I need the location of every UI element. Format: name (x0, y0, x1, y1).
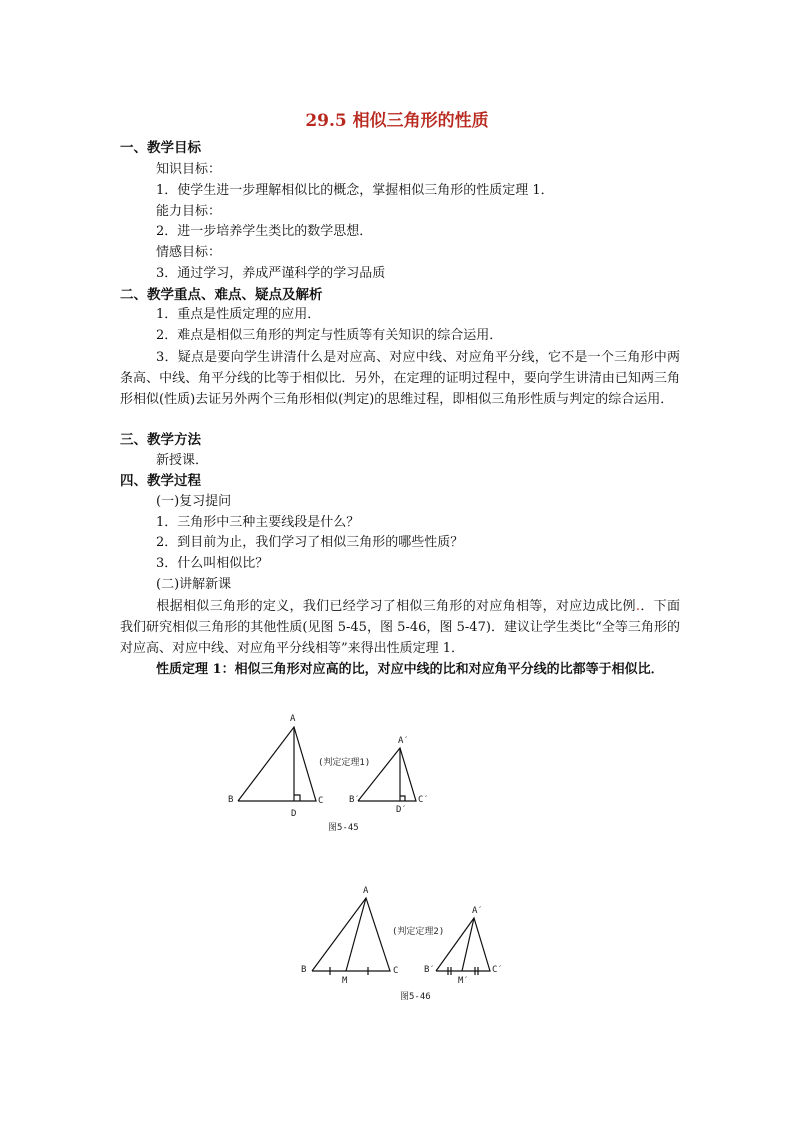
text-line: (二)讲解新课 (156, 577, 232, 592)
text-line: 1．重点是性质定理的应用． (156, 307, 321, 322)
right-angle-mark (400, 796, 405, 801)
label-c-prime: C′ (418, 795, 429, 805)
label-b-prime: B′ (424, 965, 435, 975)
figure-caption: 图5-45 (328, 823, 359, 833)
label-b: B (228, 795, 234, 805)
text-line: 2．进一步培养学生类比的数学思想． (156, 224, 373, 239)
median-am (346, 898, 366, 971)
label-a-prime: A′ (398, 736, 409, 746)
label-a: A (363, 886, 369, 896)
label-m: M (342, 976, 348, 986)
text-line: 知识目标： (156, 162, 222, 177)
section-heading-methods: 三、教学方法 (120, 432, 201, 448)
paragraph-text: ．下面我们研究相似三角形的其他性质(见图 5-45，图 5-46，图 5-47)．建议让学生类比“全等三角形的对应高、对应中线、对应角平分线相等”来得出性质定理 1． (120, 599, 680, 656)
section-heading-objectives: 一、教学目标 (120, 140, 201, 156)
figure-note: (判定定理2) (392, 927, 445, 937)
figure-note: (判定定理1) (318, 758, 371, 768)
label-a: A (290, 714, 296, 724)
figure-caption: 图5-46 (400, 992, 431, 1002)
stray-mark: . (635, 599, 641, 614)
label-a-prime: A′ (472, 906, 483, 916)
label-b: B (301, 965, 307, 975)
triangle-abc-2 (312, 898, 390, 971)
label-b-prime: B′ (349, 795, 360, 805)
text-line: 2．难点是相似三角形的判定与性质等有关知识的综合运用． (156, 328, 503, 343)
text-line: 能力目标： (156, 204, 222, 219)
paragraph-text: 根据相似三角形的定义，我们已经学习了相似三角形的对应角相等，对应边成比例 (156, 599, 636, 614)
right-angle-mark (294, 795, 300, 801)
page-title: 29.5 相似三角形的性质 (305, 111, 489, 131)
text-line: 3．什么叫相似比？ (156, 556, 269, 571)
text-line: 情感目标： (156, 245, 222, 260)
text-line: 1．三角形中三种主要线段是什么？ (156, 515, 360, 530)
text-line: 新授课． (156, 453, 209, 468)
label-c-prime: C′ (492, 965, 503, 975)
theorem-text: 性质定理 1：相似三角形对应高的比，对应中线的比和对应角平分线的比都等于相似比． (156, 662, 664, 677)
text-line: 1．使学生进一步理解相似比的概念，掌握相似三角形的性质定理 1． (156, 183, 554, 198)
label-d-prime: D′ (396, 805, 407, 815)
label-c: C (318, 796, 324, 806)
label-d: D (291, 809, 297, 819)
triangle-abc (238, 727, 316, 801)
label-m-prime: M′ (458, 976, 469, 986)
text-line: 2．到目前为止，我们学习了相似三角形的哪些性质？ (156, 535, 464, 550)
section-heading-keypoints: 二、教学重点、难点、疑点及解析 (120, 287, 323, 303)
label-c: C (393, 966, 399, 976)
text-line: 3．通过学习，养成严谨科学的学习品质 (156, 266, 386, 281)
section-heading-process: 四、教学过程 (120, 473, 201, 489)
text-line: (一)复习提问 (156, 494, 232, 509)
paragraph-text: 3．疑点是要向学生讲清什么是对应高、对应中线、对应角平分线，它不是一个三角形中两条高、中线、角平分线的比等于相似比．另外，在定理的证明过程中，要向学生讲清由已知两三角形相似(性质)去证另外两个三角形相似(判定)的思维过程，即相似三角形性质与判定的综合运用． (120, 350, 680, 407)
